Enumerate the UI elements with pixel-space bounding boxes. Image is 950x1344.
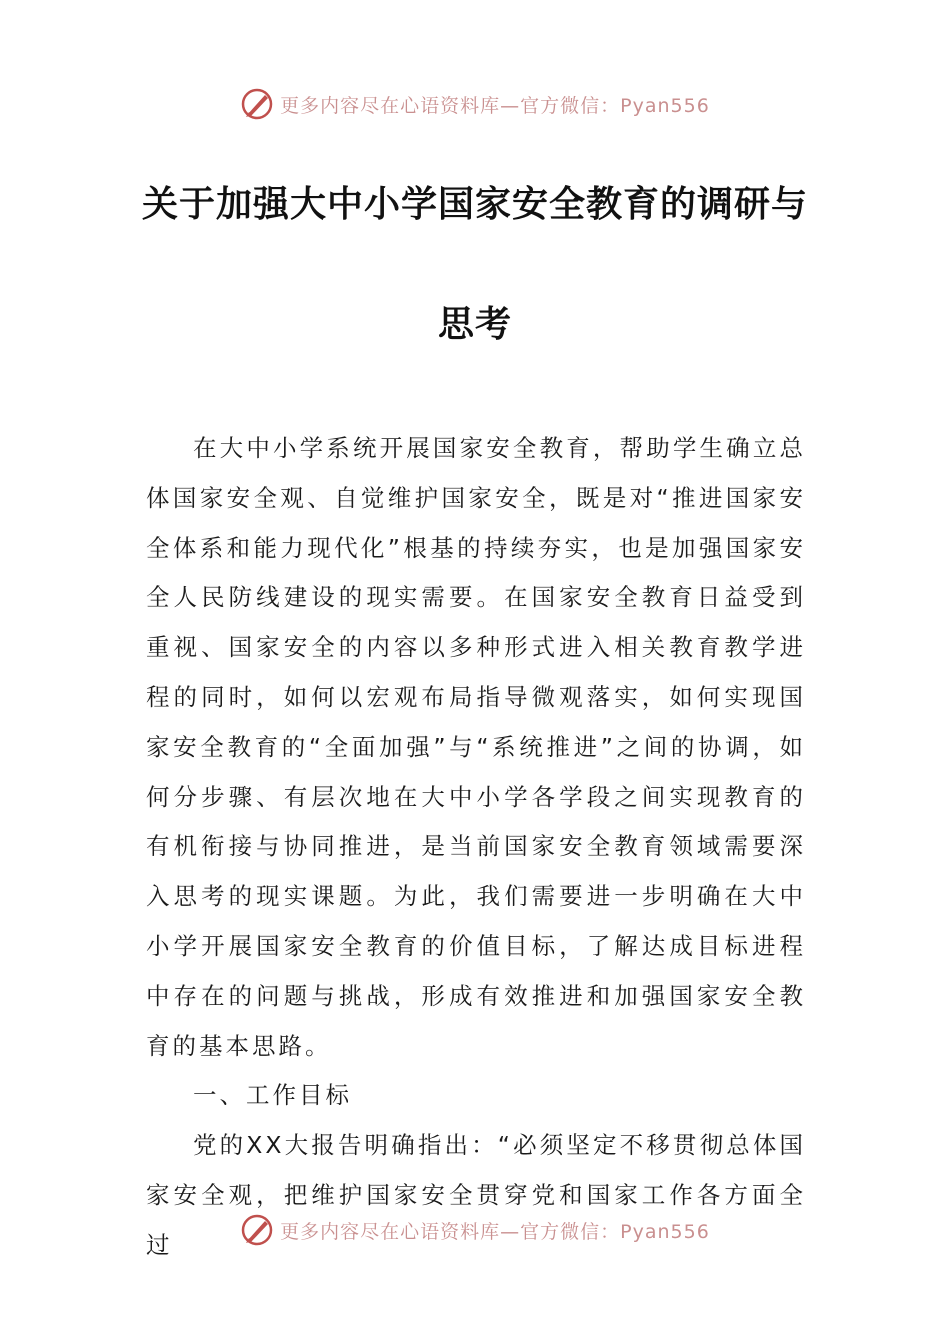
header-banner-text: 更多内容尽在心语资料库—官方微信：Pyan556 bbox=[280, 94, 710, 117]
body-paragraph: 党的XX大报告明确指出：“必须坚定不移贯彻总体国家安全观，把维护国家安全贯穿党和国家工作各方面全过 bbox=[146, 1131, 806, 1259]
document-body bbox=[146, 424, 806, 1271]
footer-banner bbox=[0, 1210, 950, 1250]
section-heading: 一、工作目标 bbox=[193, 1081, 352, 1110]
header-banner bbox=[0, 84, 950, 124]
body-paragraph: 在大中小学系统开展国家安全教育，帮助学生确立总体国家安全观、自觉维护国家安全，既是对“推进国家安全体系和能力现代化”根基的持续夯实，也是加强国家安全人民防线建设的现实需要。在国家安全教育日益受到重视、国家安全的内容以多种形式进入相关教育教学进程的同时，如何以宏观布局指导微观落实，如何实现国家安全教育的“全面加强”与“系统推进”之间的协调，如何分步骤、有层次地在大中小学各学段之间实现教育的有机衔接与协同推进，是当前国家安全教育领域需要深入思考的现实课题。为此，我们需要进一步明确在大中小学开展国家安全教育的价值目标，了解达成目标进程中存在的问题与挑战，形成有效推进和加强国家安全教育的基本思路。 bbox=[146, 434, 806, 1060]
footer-banner-text: 更多内容尽在心语资料库—官方微信：Pyan556 bbox=[280, 1220, 710, 1243]
document-title-line-1: 关于加强大中小学国家安全教育的调研与 bbox=[141, 184, 808, 225]
document-title-line-2: 思考 bbox=[437, 304, 512, 345]
pen-logo-icon bbox=[240, 1213, 274, 1247]
pen-logo-icon bbox=[240, 87, 274, 121]
